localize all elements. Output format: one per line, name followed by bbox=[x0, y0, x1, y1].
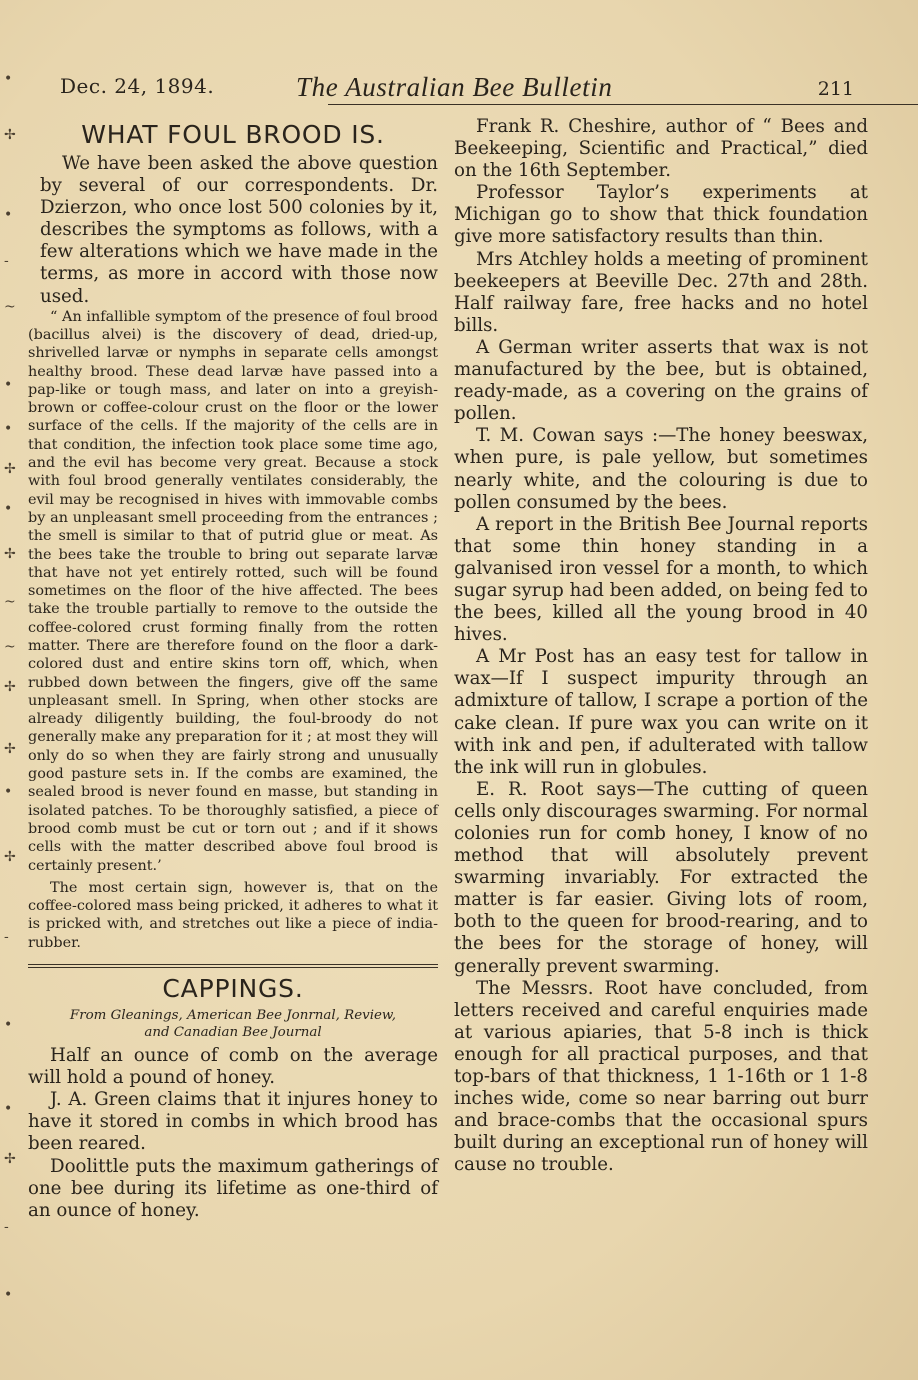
left-column bbox=[28, 116, 438, 1222]
right-column bbox=[454, 116, 868, 1177]
dzierzon-quote: “ An infallible symptom of the presence of foul brood (bacillus alvei) is the discovery of dead, dried-up, shrivelled larvæ or nymphs in separate cells amongst healthy brood. These dead larvæ have passed into a pap-like or tough mass, and later on into a greyish-brown or coffee-colour crust on the floor or the lower surface of the cells. If the majority of the cells are in that condition, the infection took place some time ago, and the evil has become very great. Because a stock with foul brood generally ventilates considerably, the evil may be recognised in hives with immovable combs by an unpleasant smell proceeding from the entrances ; the smell is similar to that of putrid glue or meat. As the bees take the trouble to bring out separate larvæ that have not yet entirely rotted, such will be found sometimes on the floor of the hive affected. The bees take the trouble partially to remove to the outside the coffee-colored crust forming finally from the rotten matter. There are therefore found on the floor a dark-colored dust and entire skins torn off, which, when rubbed down between the fingers, give off the same unpleasant smell. In Spring, when other stocks are already diligently building, the foul-broody do not generally make any preparation for it ; at most they will only do so when they are fairly strong and unusually good pasture sets in. If the combs are examined, the sealed brood is never found en masse, but standing in isolated patches. To be thoroughly satisfied, a piece of brood comb must be cut or torn out ; and if it shows cells with the matter described above foul brood is certainly present.’ bbox=[28, 308, 438, 874]
capping-paragraph: Doolittle puts the maximum gatherings of one bee during its lifetime as one-third of an ounce of honey. bbox=[28, 1155, 438, 1221]
page-number: 211 bbox=[817, 78, 854, 100]
capping-paragraph: A report in the British Bee Journal reports that some thin honey standing in a galvanised iron vessel for a month, to which sugar syrup had been added, on being fed to the bees, killed all the young brood in 40 hives. bbox=[454, 513, 868, 646]
capping-paragraph: T. M. Cowan says :—The honey beeswax, when pure, is pale yellow, but sometimes nearly white, and the colouring is due to pollen consumed by the bees. bbox=[454, 425, 868, 513]
capping-paragraph: Frank R. Cheshire, author of “ Bees and Beekeeping, Scientific and Practical,” died on the 16th September. bbox=[454, 116, 868, 182]
capping-paragraph: Mrs Atchley holds a meeting of prominent beekeepers at Beeville Dec. 27th and 28th. Half railway fare, free hacks and no hotel bills. bbox=[454, 248, 868, 336]
cappings-heading: CAPPINGS. bbox=[162, 974, 304, 1004]
capping-paragraph: E. R. Root says—The cutting of queen cells only discourages swarming. For normal colonies run for comb honey, I know of no method that will absolutely prevent swarming invariably. For extracted the matter is far easier. Giving lots of room, both to the queen for brood-rearing, and to the bees for the storage of honey, will generally prevent swarming. bbox=[454, 778, 868, 977]
capping-paragraph: J. A. Green claims that it injures honey to have it stored in combs in which brood has been reared. bbox=[28, 1089, 438, 1155]
capping-paragraph: The Messrs. Root have concluded, from letters received and careful enquiries made at various apiaries, that 5-8 inch is thick enough for all practical purposes, and that top-bars of that thickness, 1 1-16th or 1 1-8 inches wide, come so near barring out burr and brace-combs that the occasional spurs built during an exceptional run of honey will cause no trouble. bbox=[454, 977, 868, 1176]
page-header bbox=[60, 72, 860, 108]
cappings-source bbox=[28, 1007, 438, 1041]
margin-annotations: • ✢ • - ~ • • ✢ • ✢ ~ ~ ✢ ✢ • ✢ - • • ✢ - • bbox=[4, 71, 16, 1303]
section-divider bbox=[28, 964, 438, 968]
foul-brood-closing: The most certain sign, however is, that on the coffee-colored mass being pricked, it adheres to what it is pricked with, and stretches out like a piece of india-rubber. bbox=[28, 879, 438, 951]
capping-paragraph: A Mr Post has an easy test for tallow in wax—If I suspect impurity through an admixture of tallow, I scrape a portion of the cake clean. If pure wax you can write on it with ink and pen, if adulterated with tallow the ink will run in globules. bbox=[454, 646, 868, 778]
foul-brood-heading: WHAT FOUL BROOD IS. bbox=[81, 120, 385, 149]
publication-title: The Australian Bee Bulletin bbox=[296, 72, 613, 102]
capping-paragraph: A German writer asserts that wax is not manufactured by the bee, but is obtained, ready-made, as a covering on the grains of pollen. bbox=[454, 336, 868, 425]
foul-brood-intro: We have been asked the above question by several of our correspondents. Dr. Dzierzon, who once lost 500 colonies by it, describes the symptoms as follows, with a few alterations which we have made in the terms, as more in accord with those now used. bbox=[40, 153, 438, 307]
capping-paragraph: Professor Taylor’s experiments at Michigan go to show that thick foundation give more satisfactory results than thin. bbox=[454, 182, 868, 248]
issue-date: Dec. 24, 1894. bbox=[60, 74, 215, 98]
header-rule bbox=[328, 104, 918, 105]
capping-paragraph: Half an ounce of comb on the average will hold a pound of honey. bbox=[28, 1045, 438, 1089]
cappings-source-line1: From Gleanings, American Bee Jonrnal, Review, bbox=[69, 1008, 397, 1024]
cappings-source-line2: and Canadian Bee Journal bbox=[144, 1025, 322, 1041]
